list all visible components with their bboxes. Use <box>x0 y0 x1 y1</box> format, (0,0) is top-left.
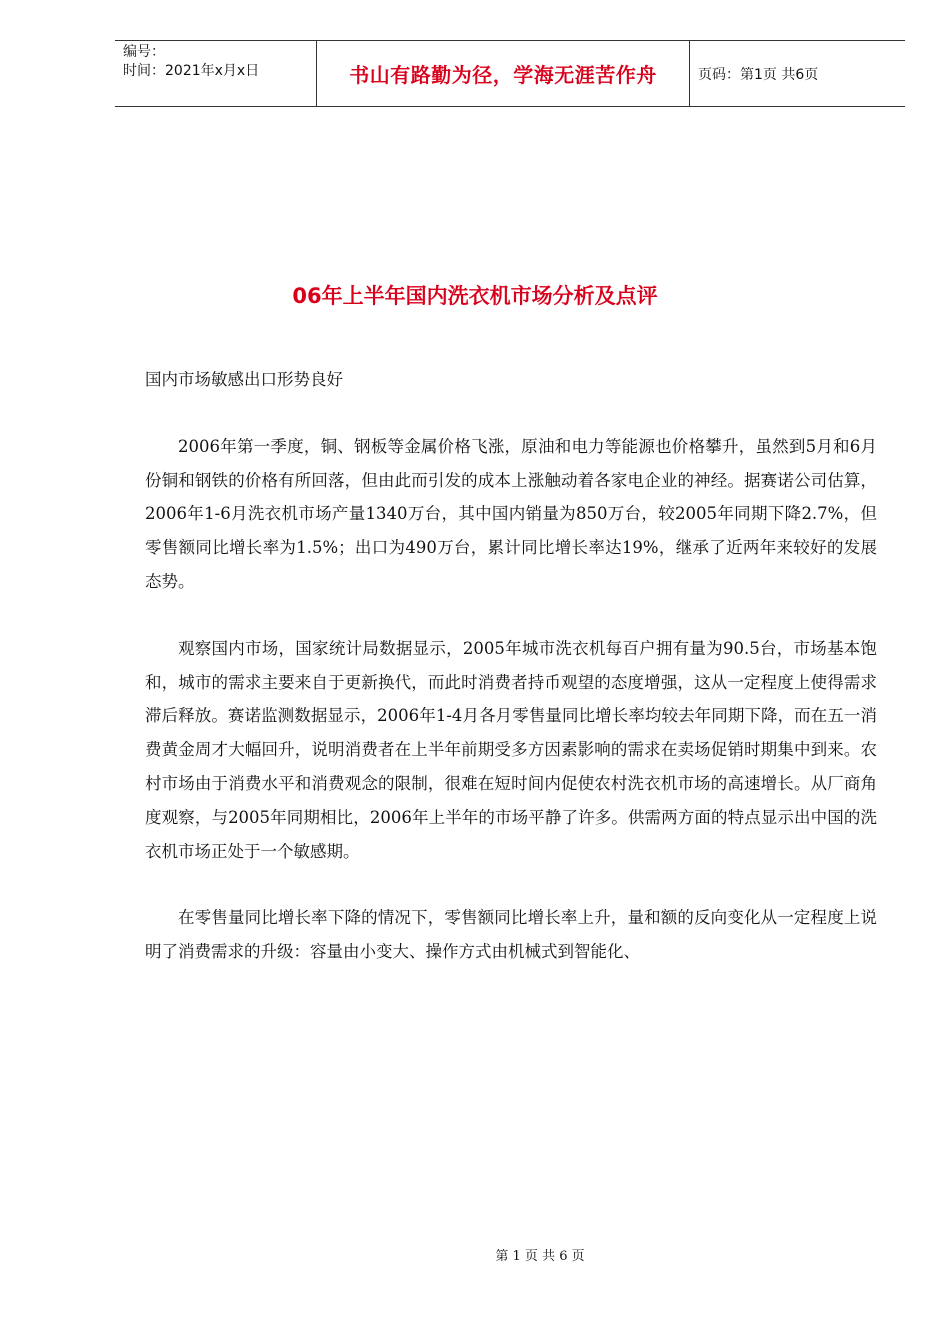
page-footer: 第 1 页 共 6 页 <box>495 1249 585 1264</box>
time-label: 时间：2021年x月x日 <box>123 63 260 79</box>
header-motto: 书山有路勤为径，学海无涯苦作舟 <box>317 41 690 106</box>
header-page-label: 页码：第1页 共6页 <box>698 66 819 83</box>
document-subtitle: 国内市场敏感出口形势良好 <box>145 370 343 389</box>
paragraph-1: 2006年第一季度，铜、钢板等金属价格飞涨，原油和电力等能源也价格攀升，虽然到5月和6月份铜和钢铁的价格有所回落，但由此而引发的成本上涨触动着各家电企业的神经。据赛诺公司估算，2006年1-6月洗衣机市场产量1340万台，其中国内销量为850万台，较2005年同期下降2.7%，但零售额同比增长率为1.5%；出口为490万台，累计同比增长率达19%，继承了近两年来较好的发展态势。 <box>145 436 877 591</box>
paragraph-3: 在零售量同比增长率下降的情况下，零售额同比增长率上升，量和额的反向变化从一定程度上说明了消费需求的升级：容量由小变大、操作方式由机械式到智能化、 <box>145 908 877 962</box>
page-header <box>115 40 905 107</box>
document-body <box>145 363 877 1002</box>
document-title: 06年上半年国内洗衣机市场分析及点评 <box>292 284 658 308</box>
header-meta <box>115 41 317 106</box>
number-label: 编号： <box>123 44 165 60</box>
paragraph-2: 观察国内市场，国家统计局数据显示，2005年城市洗衣机每百户拥有量为90.5台，市场基本饱和，城市的需求主要来自于更新换代，而此时消费者持币观望的态度增强，这从一定程度上使得需求滞后释放。赛诺监测数据显示，2006年1-4月各月零售量同比增长率均较去年同期下降，而在五一消费黄金周才大幅回升，说明消费者在上半年前期受多方因素影响的需求在卖场促销时期集中到来。农村市场由于消费水平和消费观念的限制，很难在短时间内促使农村洗衣机市场的高速增长。从厂商角度观察，与2005年同期相比，2006年上半年的市场平静了许多。供需两方面的特点显示出中国的洗衣机市场正处于一个敏感期。 <box>145 638 877 861</box>
